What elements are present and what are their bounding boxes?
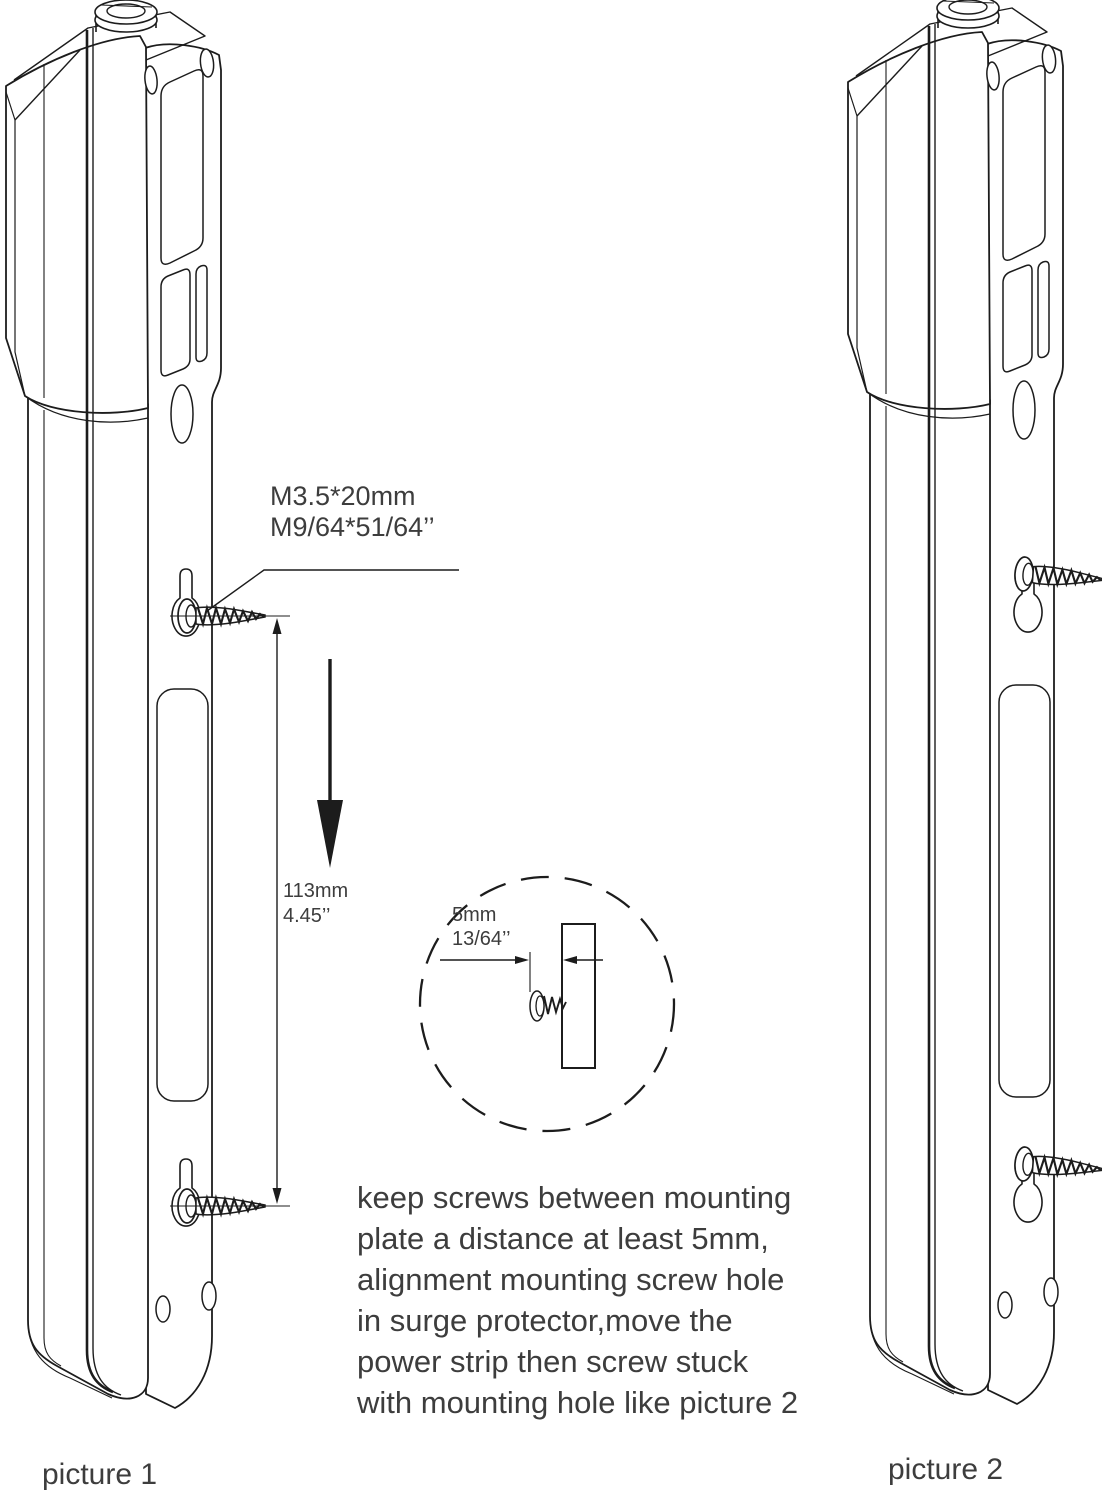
wall-screw-top-2 (1014, 556, 1102, 596)
screw-distance-label (283, 879, 348, 929)
screw-distance-metric: 113mm (283, 880, 349, 902)
gap-distance-metric: 5mm (452, 904, 497, 926)
instruction-line: keep screws between mounting (357, 1180, 792, 1215)
instruction-line: power strip then screw stuck (357, 1344, 749, 1379)
gap-distance-imperial: 13/64’’ (452, 928, 511, 950)
instruction-line: plate a distance at least 5mm, (357, 1221, 769, 1256)
caption-picture-2: picture 2 (888, 1453, 1004, 1486)
instruction-text (357, 1177, 798, 1423)
power-strip-rear-view-2 (848, 0, 1063, 1404)
instruction-line: with mounting hole like picture 2 (357, 1385, 799, 1420)
instruction-line: in surge protector,move the (357, 1303, 733, 1338)
screw-spec-metric: M3.5*20mm (270, 481, 416, 511)
wall-plate-cross-section (562, 924, 595, 1068)
gap-distance-label (452, 903, 511, 951)
instruction-line: alignment mounting screw hole (357, 1262, 785, 1297)
wall-screw-bottom-1 (170, 1189, 290, 1223)
wall-screw-top-1 (170, 599, 290, 633)
caption-picture-1: picture 1 (42, 1458, 158, 1491)
wall-screw-bottom-2 (1014, 1146, 1102, 1186)
screw-spec-imperial: M9/64*51/64’’ (270, 512, 435, 542)
detail-screw (530, 991, 566, 1021)
screw-spec-leader-line (207, 570, 459, 611)
screw-distance-imperial: 4.45’’ (283, 905, 331, 927)
screw-spec-label (270, 481, 435, 543)
vertical-dimension-line (273, 618, 282, 1204)
move-down-arrow (317, 659, 343, 868)
